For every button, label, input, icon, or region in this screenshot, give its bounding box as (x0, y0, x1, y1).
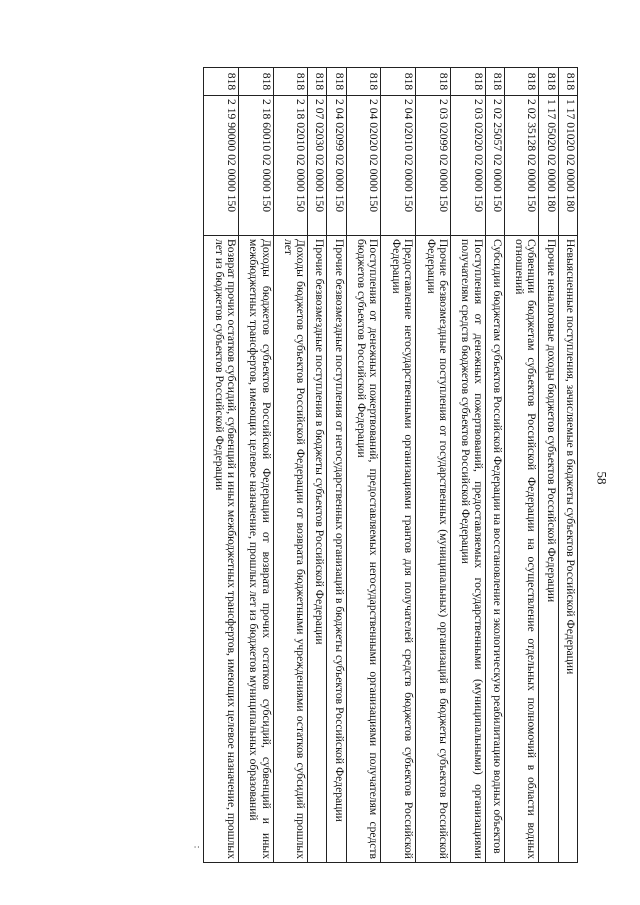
admin-code-cell: 818 (485, 68, 504, 96)
revenue-codes-table (203, 67, 578, 863)
revenue-name-cell: Доходы бюджетов субъектов Российской Федерации от возврата прочих остатков субсидий, субвенций и иных межбюджетных трансфертов, имеющих целевое назначение, прошлых лет из бюджетов муниципальных образований (238, 236, 273, 863)
revenue-name-cell: Прочие безвозмездные поступления от негосударственных организаций в бюджеты субъектов Российской Федерации (327, 236, 346, 863)
rotated-page-content (203, 67, 578, 862)
budget-code-cell: 2 02 25057 02 0000 150 (485, 96, 504, 236)
budget-code-cell: 2 19 90000 02 0000 150 (204, 96, 239, 236)
budget-code-cell: 2 18 02010 02 0000 150 (273, 96, 308, 236)
budget-code-cell: 2 03 02020 02 0000 150 (450, 96, 485, 236)
budget-code-cell: 2 04 02099 02 0000 150 (327, 96, 346, 236)
table-row (273, 68, 308, 863)
table-row (539, 68, 558, 863)
scan-mark: : (192, 845, 203, 849)
revenue-name-cell: Предоставление негосударственными организациями грантов для получателей средств бюджетов субъектов Российской Федерации (381, 236, 416, 863)
budget-code-cell: 2 04 02010 02 0000 150 (381, 96, 416, 236)
table-row (485, 68, 504, 863)
table-row (381, 68, 416, 863)
table-row (416, 68, 451, 863)
table-row (450, 68, 485, 863)
revenue-name-cell: Субсидии бюджетам субъектов Российской Федерации на восстановление и экологическую реабилитацию водных объектов (485, 236, 504, 863)
table-row (204, 68, 239, 863)
admin-code-cell: 818 (539, 68, 558, 96)
revenue-name-cell: Поступления от денежных пожертвований, предоставляемых негосударственными организациями получателям средств бюджетов субъектов Российской Федерации (346, 236, 381, 863)
admin-code-cell: 818 (238, 68, 273, 96)
admin-code-cell: 818 (273, 68, 308, 96)
admin-code-cell: 818 (381, 68, 416, 96)
revenue-name-cell: Возврат прочих остатков субсидий, субвенций и иных межбюджетных трансфертов, имеющих целевое назначение, прошлых лет из бюджетов субъектов Российской Федерации (204, 236, 239, 863)
table-row (238, 68, 273, 863)
table-row (308, 68, 327, 863)
budget-code-cell: 2 02 35128 02 0000 150 (504, 96, 539, 236)
budget-code-cell: 1 17 01020 02 0000 180 (558, 96, 577, 236)
admin-code-cell: 818 (346, 68, 381, 96)
revenue-name-cell: Доходы бюджетов субъектов Российской Федерации от возврата бюджетными учреждениями остатков субсидий прошлых лет (273, 236, 308, 863)
budget-code-cell: 2 03 02099 02 0000 150 (416, 96, 451, 236)
table-row (327, 68, 346, 863)
budget-code-cell: 2 04 02020 02 0000 150 (346, 96, 381, 236)
admin-code-cell: 818 (416, 68, 451, 96)
budget-code-cell: 1 17 05020 02 0000 180 (539, 96, 558, 236)
revenue-name-cell: Субвенции бюджетам субъектов Российской Федерации на осуществление отдельных полномочий в области водных отношений (504, 236, 539, 863)
admin-code-cell: 818 (450, 68, 485, 96)
admin-code-cell: 818 (558, 68, 577, 96)
table-row (558, 68, 577, 863)
page-number: 58 (594, 471, 610, 485)
budget-code-cell: 2 18 60010 02 0000 150 (238, 96, 273, 236)
admin-code-cell: 818 (204, 68, 239, 96)
revenue-name-cell: Поступления от денежных пожертвований, предоставляемых государственными (муниципальными) организациями получателям средств бюджетов субъектов Российской Федерации (450, 236, 485, 863)
table-row (504, 68, 539, 863)
admin-code-cell: 818 (504, 68, 539, 96)
table-row (346, 68, 381, 863)
revenue-name-cell: Прочие безвозмездные поступления от государственных (муниципальных) организаций в бюджеты субъектов Российской Федерации (416, 236, 451, 863)
budget-code-cell: 2 07 02030 02 0000 150 (308, 96, 327, 236)
revenue-name-cell: Прочие безвозмездные поступления в бюджеты субъектов Российской Федерации (308, 236, 327, 863)
admin-code-cell: 818 (327, 68, 346, 96)
admin-code-cell: 818 (308, 68, 327, 96)
revenue-name-cell: Прочие неналоговые доходы бюджетов субъектов Российской Федерации (539, 236, 558, 863)
revenue-name-cell: Невыясненные поступления, зачисляемые в бюджеты субъектов Российской Федерации (558, 236, 577, 863)
